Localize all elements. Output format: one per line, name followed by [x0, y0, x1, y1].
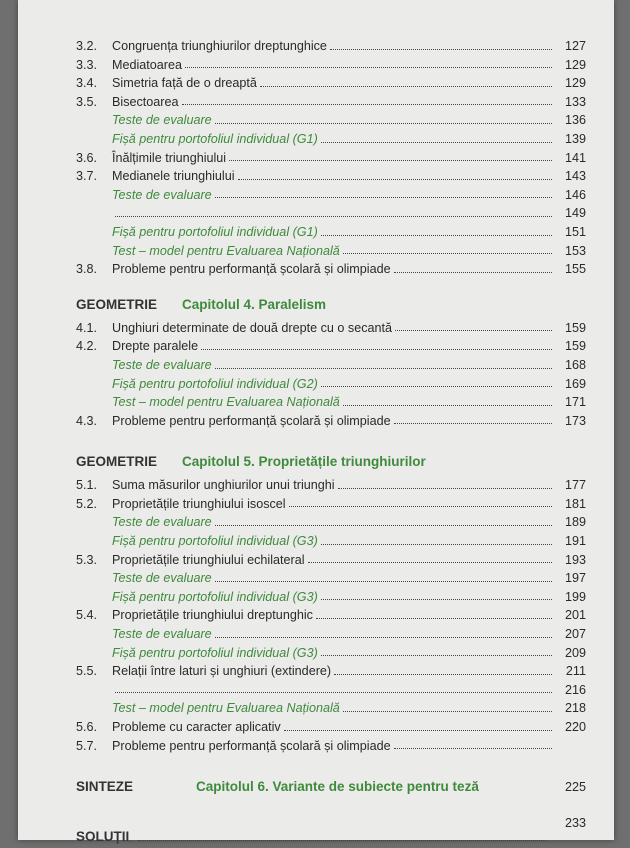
chapter-5-title: Capitolul 5. Proprietățile triunghiurilor: [182, 454, 426, 470]
toc-entry: [76, 548, 586, 567]
chapter-6-label: SINTEZE: [76, 779, 134, 795]
entry-title: Fișă pentru portofoliul individual (G2): [112, 376, 318, 391]
toc-entry: [76, 53, 586, 72]
entry-number: 5.4.: [76, 608, 98, 623]
leader-dots: [321, 655, 552, 656]
entry-title: Înălțimile triunghiului: [112, 150, 227, 165]
entry-page-number: 133: [564, 94, 586, 109]
entry-title: Unghiuri determinate de două drepte cu o secantă: [112, 320, 393, 335]
leader-dots: [115, 692, 552, 693]
leader-dots: [308, 562, 552, 563]
entry-number: 3.7.: [76, 169, 98, 184]
toc-subentry: [76, 390, 586, 409]
entry-page-number: 127: [564, 39, 586, 53]
entry-title: Medianele triunghiului: [112, 169, 235, 184]
leader-dots: [321, 142, 552, 143]
chapter-5-list: [76, 473, 586, 752]
chapter-4-list: [76, 316, 586, 428]
chapter-5-label: GEOMETRIE: [76, 454, 158, 470]
leader-dots: [238, 179, 552, 180]
toc-subentry: [76, 696, 586, 715]
leader-dots: [321, 599, 552, 600]
entry-title: Relații între laturi și unghiuri (extindere): [112, 664, 332, 679]
entry-title: Probleme pentru performanță școlară și olimpiade: [112, 262, 391, 277]
entry-page-number: 168: [564, 357, 586, 372]
entry-page-number: 199: [564, 589, 586, 604]
entry-page-number: 189: [564, 515, 586, 530]
entry-page-number: 129: [564, 57, 586, 72]
leader-dots: [260, 86, 552, 87]
entry-number: 3.8.: [76, 262, 98, 277]
entry-number: 3.3.: [76, 57, 98, 72]
toc-entry: [76, 734, 586, 753]
entry-page-number: 155: [564, 262, 586, 277]
leader-dots: [343, 405, 552, 406]
leader-dots: [321, 544, 552, 545]
toc-subentry: [76, 622, 586, 641]
entry-title: Teste de evaluare: [112, 571, 212, 586]
toc-entry: [76, 71, 586, 90]
entry-page-number: 149: [564, 206, 586, 221]
table-of-contents: [76, 34, 586, 848]
entry-number: 5.3.: [76, 552, 98, 567]
toc-entry: [76, 90, 586, 109]
toc-entry: [76, 659, 586, 678]
entry-number: 5.2.: [76, 496, 98, 511]
entry-page-number: 159: [564, 339, 586, 354]
leader-dots: [215, 581, 552, 582]
book-page: [18, 0, 614, 845]
chapter-5-heading: [76, 445, 586, 469]
leader-dots: [215, 123, 552, 124]
leader-dots: [338, 488, 552, 489]
toc-entry: [76, 146, 586, 165]
leader-dots: [321, 235, 552, 236]
leader-dots: [229, 160, 552, 161]
leader-dots: [394, 272, 552, 273]
leader-dots: [395, 330, 552, 331]
toc-subentry: [76, 108, 586, 127]
leader-dots: [394, 748, 552, 749]
entry-page-number: 193: [564, 552, 586, 567]
leader-dots: [343, 711, 552, 712]
entry-page-number: 143: [564, 169, 586, 184]
entry-title: Fișă pentru portofoliul individual (G1): [112, 224, 318, 239]
entry-page-number: 141: [564, 150, 586, 165]
leader-dots: [115, 216, 552, 217]
toc-subentry: [76, 678, 586, 697]
entry-number: 3.4.: [76, 76, 98, 91]
entry-title: Drepte paralele: [112, 339, 199, 354]
toc-entry: [76, 334, 586, 353]
leader-dots: [330, 49, 552, 50]
chapter-4-label: GEOMETRIE: [76, 296, 158, 312]
toc-subentry: [76, 510, 586, 529]
entry-page-number: 218: [564, 701, 586, 716]
entry-page-number: 211: [565, 664, 586, 679]
leader-dots: [215, 197, 552, 198]
toc-entry: [76, 34, 586, 53]
chapter-6-heading: [76, 770, 586, 794]
entry-title: Fișă pentru portofoliul individual (G3): [112, 645, 318, 660]
entry-page-number: 220: [564, 720, 586, 734]
toc-entry: [76, 257, 586, 276]
leader-dots: [215, 637, 552, 638]
toc-subentry: [76, 183, 586, 202]
leader-dots: [321, 386, 552, 387]
toc-subentry: [76, 372, 586, 391]
entry-number: 3.5.: [76, 94, 98, 109]
leader-dots: [334, 674, 552, 675]
entry-page-number: 209: [564, 645, 586, 660]
chapter-4-heading: [76, 288, 586, 312]
toc-entry: [76, 492, 586, 511]
toc-entry: [76, 473, 586, 492]
entry-page-number: 197: [564, 571, 586, 586]
entry-title: Test – model pentru Evaluarea Națională: [112, 701, 340, 716]
entry-number: 5.1.: [76, 478, 98, 493]
entry-title: Congruența triunghiurilor dreptunghice: [112, 39, 327, 53]
toc-subentry: [76, 585, 586, 604]
entry-title: Probleme cu caracter aplicativ: [112, 720, 281, 734]
leader-dots: [182, 104, 552, 105]
entry-page-number: 207: [564, 627, 586, 642]
leader-dots: [215, 368, 552, 369]
leader-dots: [138, 840, 546, 841]
chapter-6-title: Capitolul 6. Variante de subiecte pentru teză: [196, 779, 479, 795]
entry-page-number: 151: [564, 224, 586, 239]
toc-entry: [76, 316, 586, 335]
entry-number: 4.3.: [76, 413, 98, 428]
toc-subentry: [76, 239, 586, 258]
toc-subentry: [76, 201, 586, 220]
entry-number: 5.7.: [76, 738, 98, 753]
entry-page-number: 216: [564, 682, 586, 697]
entry-title: Teste de evaluare: [112, 187, 212, 202]
entry-page-number: 169: [564, 376, 586, 391]
toc-subentry: [76, 127, 586, 146]
entry-title: Teste de evaluare: [112, 515, 212, 530]
entry-page-number: 191: [564, 534, 586, 549]
leader-dots: [215, 525, 552, 526]
entry-number: 3.6.: [76, 150, 98, 165]
toc-subentry: [76, 353, 586, 372]
entry-title: Suma măsurilor unghiurilor unui triunghi: [112, 478, 335, 493]
entry-title: Teste de evaluare: [112, 113, 212, 128]
entry-page-number: 153: [564, 243, 586, 258]
toc-entry: [76, 715, 586, 734]
entry-number: 3.2.: [76, 39, 98, 53]
entry-page-number: 159: [564, 320, 586, 335]
toc-entry: [76, 603, 586, 622]
toc-subentry: [76, 220, 586, 239]
entry-title: Fișă pentru portofoliul individual (G3): [112, 534, 318, 549]
entry-title: Simetria față de o dreaptă: [112, 76, 257, 91]
leader-dots: [394, 423, 552, 424]
entry-page-number: 181: [564, 496, 586, 511]
entry-number: 4.2.: [76, 339, 98, 354]
entry-page-number: 136: [564, 113, 586, 128]
section-3-list: [76, 34, 586, 276]
entry-title: Mediatoarea: [112, 57, 183, 72]
entry-title: Proprietățile triunghiului isoscel: [112, 496, 286, 511]
solutii-heading: [76, 816, 586, 845]
chapter-4-title: Capitolul 4. Paralelism: [182, 296, 327, 312]
entry-title: Teste de evaluare: [112, 357, 212, 372]
entry-title: Bisectoarea: [112, 94, 179, 109]
entry-title: Teste de evaluare: [112, 627, 212, 642]
entry-title: Probleme pentru performanță școlară și olimpiade: [112, 413, 391, 428]
leader-dots: [289, 506, 552, 507]
toc-subentry: [76, 566, 586, 585]
entry-title: Test – model pentru Evaluarea Națională: [112, 243, 340, 258]
leader-dots: [343, 253, 552, 254]
leader-dots: [185, 67, 552, 68]
leader-dots: [316, 618, 552, 619]
entry-page-number: 201: [564, 608, 586, 623]
entry-page-number: 173: [564, 413, 586, 428]
chapter-6-page: 225: [564, 780, 586, 795]
entry-page-number: 171: [564, 395, 586, 410]
toc-entry: [76, 409, 586, 428]
entry-title: Proprietățile triunghiului dreptunghic: [112, 608, 313, 623]
entry-title: Test – model pentru Evaluarea Națională: [112, 395, 340, 410]
entry-page-number: 139: [564, 131, 586, 146]
toc-entry: [76, 164, 586, 183]
entry-number: 4.1.: [76, 320, 98, 335]
entry-page-number: 177: [564, 478, 586, 493]
solutii-label: SOLUȚII: [76, 829, 130, 845]
entry-title: Fișă pentru portofoliul individual (G3): [112, 589, 318, 604]
entry-page-number: 129: [564, 76, 586, 91]
leader-dots: [284, 730, 552, 731]
entry-title: Probleme pentru performanță școlară și olimpiade: [112, 738, 391, 753]
entry-page-number: 146: [564, 187, 586, 202]
toc-subentry: [76, 529, 586, 548]
toc-subentry: [76, 641, 586, 660]
entry-number: 5.6.: [76, 720, 98, 734]
entry-title: Fișă pentru portofoliul individual (G1): [112, 131, 318, 146]
solutii-page: 233: [564, 816, 586, 831]
entry-number: 5.5.: [76, 664, 98, 679]
leader-dots: [201, 349, 552, 350]
entry-title: Proprietățile triunghiului echilateral: [112, 552, 305, 567]
